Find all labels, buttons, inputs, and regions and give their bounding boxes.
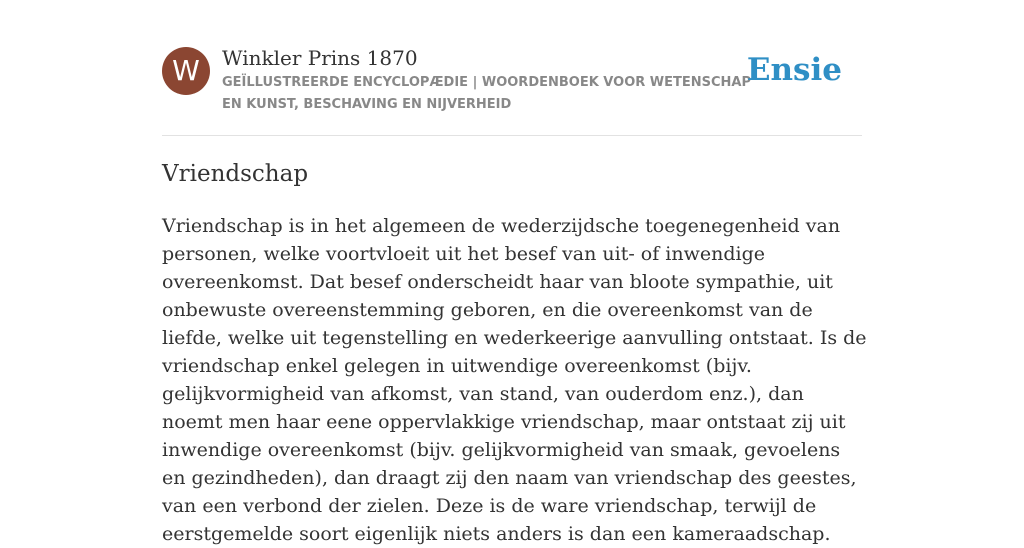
source-title[interactable]: Winkler Prins 1870 [222,46,418,70]
header-divider [162,135,862,136]
source-avatar[interactable]: W [162,47,210,95]
article-body: Vriendschap is in het algemeen de wederzijdsche toegenegenheid van personen, welke voortvloeit uit het besef van uit- of inwendige overeenkomst. Dat besef onderscheidt haar van bloote sympathie, uit onbewuste overeenstemming geboren, en die overeenkomst van de liefde, welke uit tegenstelling en wederkeerige aanvulling ontstaat. Is de vriendschap enkel gelegen in uitwendige overeenkomst (bijv. gelijkvormigheid van afkomst, van stand, van ouderdom enz.), dan noemt men haar eene oppervlakkige vriendschap, maar ontstaat zij uit inwendige overeenkomst (bijv. gelijkvormigheid van smaak, gevoelens en gezindheden), dan draagt zij den naam van vriendschap des geestes, van een verbond der zielen. Deze is de ware vriendschap, terwijl de eerstgemelde soort eigenlijk niets anders is dan een kameraadschap. [162,215,867,545]
source-subtitle: GEÏLLUSTREERDE ENCYCLOPÆDIE | WOORDENBOEK VOOR WETENSCHAP EN KUNST, BESCHAVING EN NIJVERHEID [222,75,751,112]
ensie-logo[interactable]: Ensie [746,52,842,88]
article-title: Vriendschap [162,161,309,187]
source-header [162,46,862,116]
